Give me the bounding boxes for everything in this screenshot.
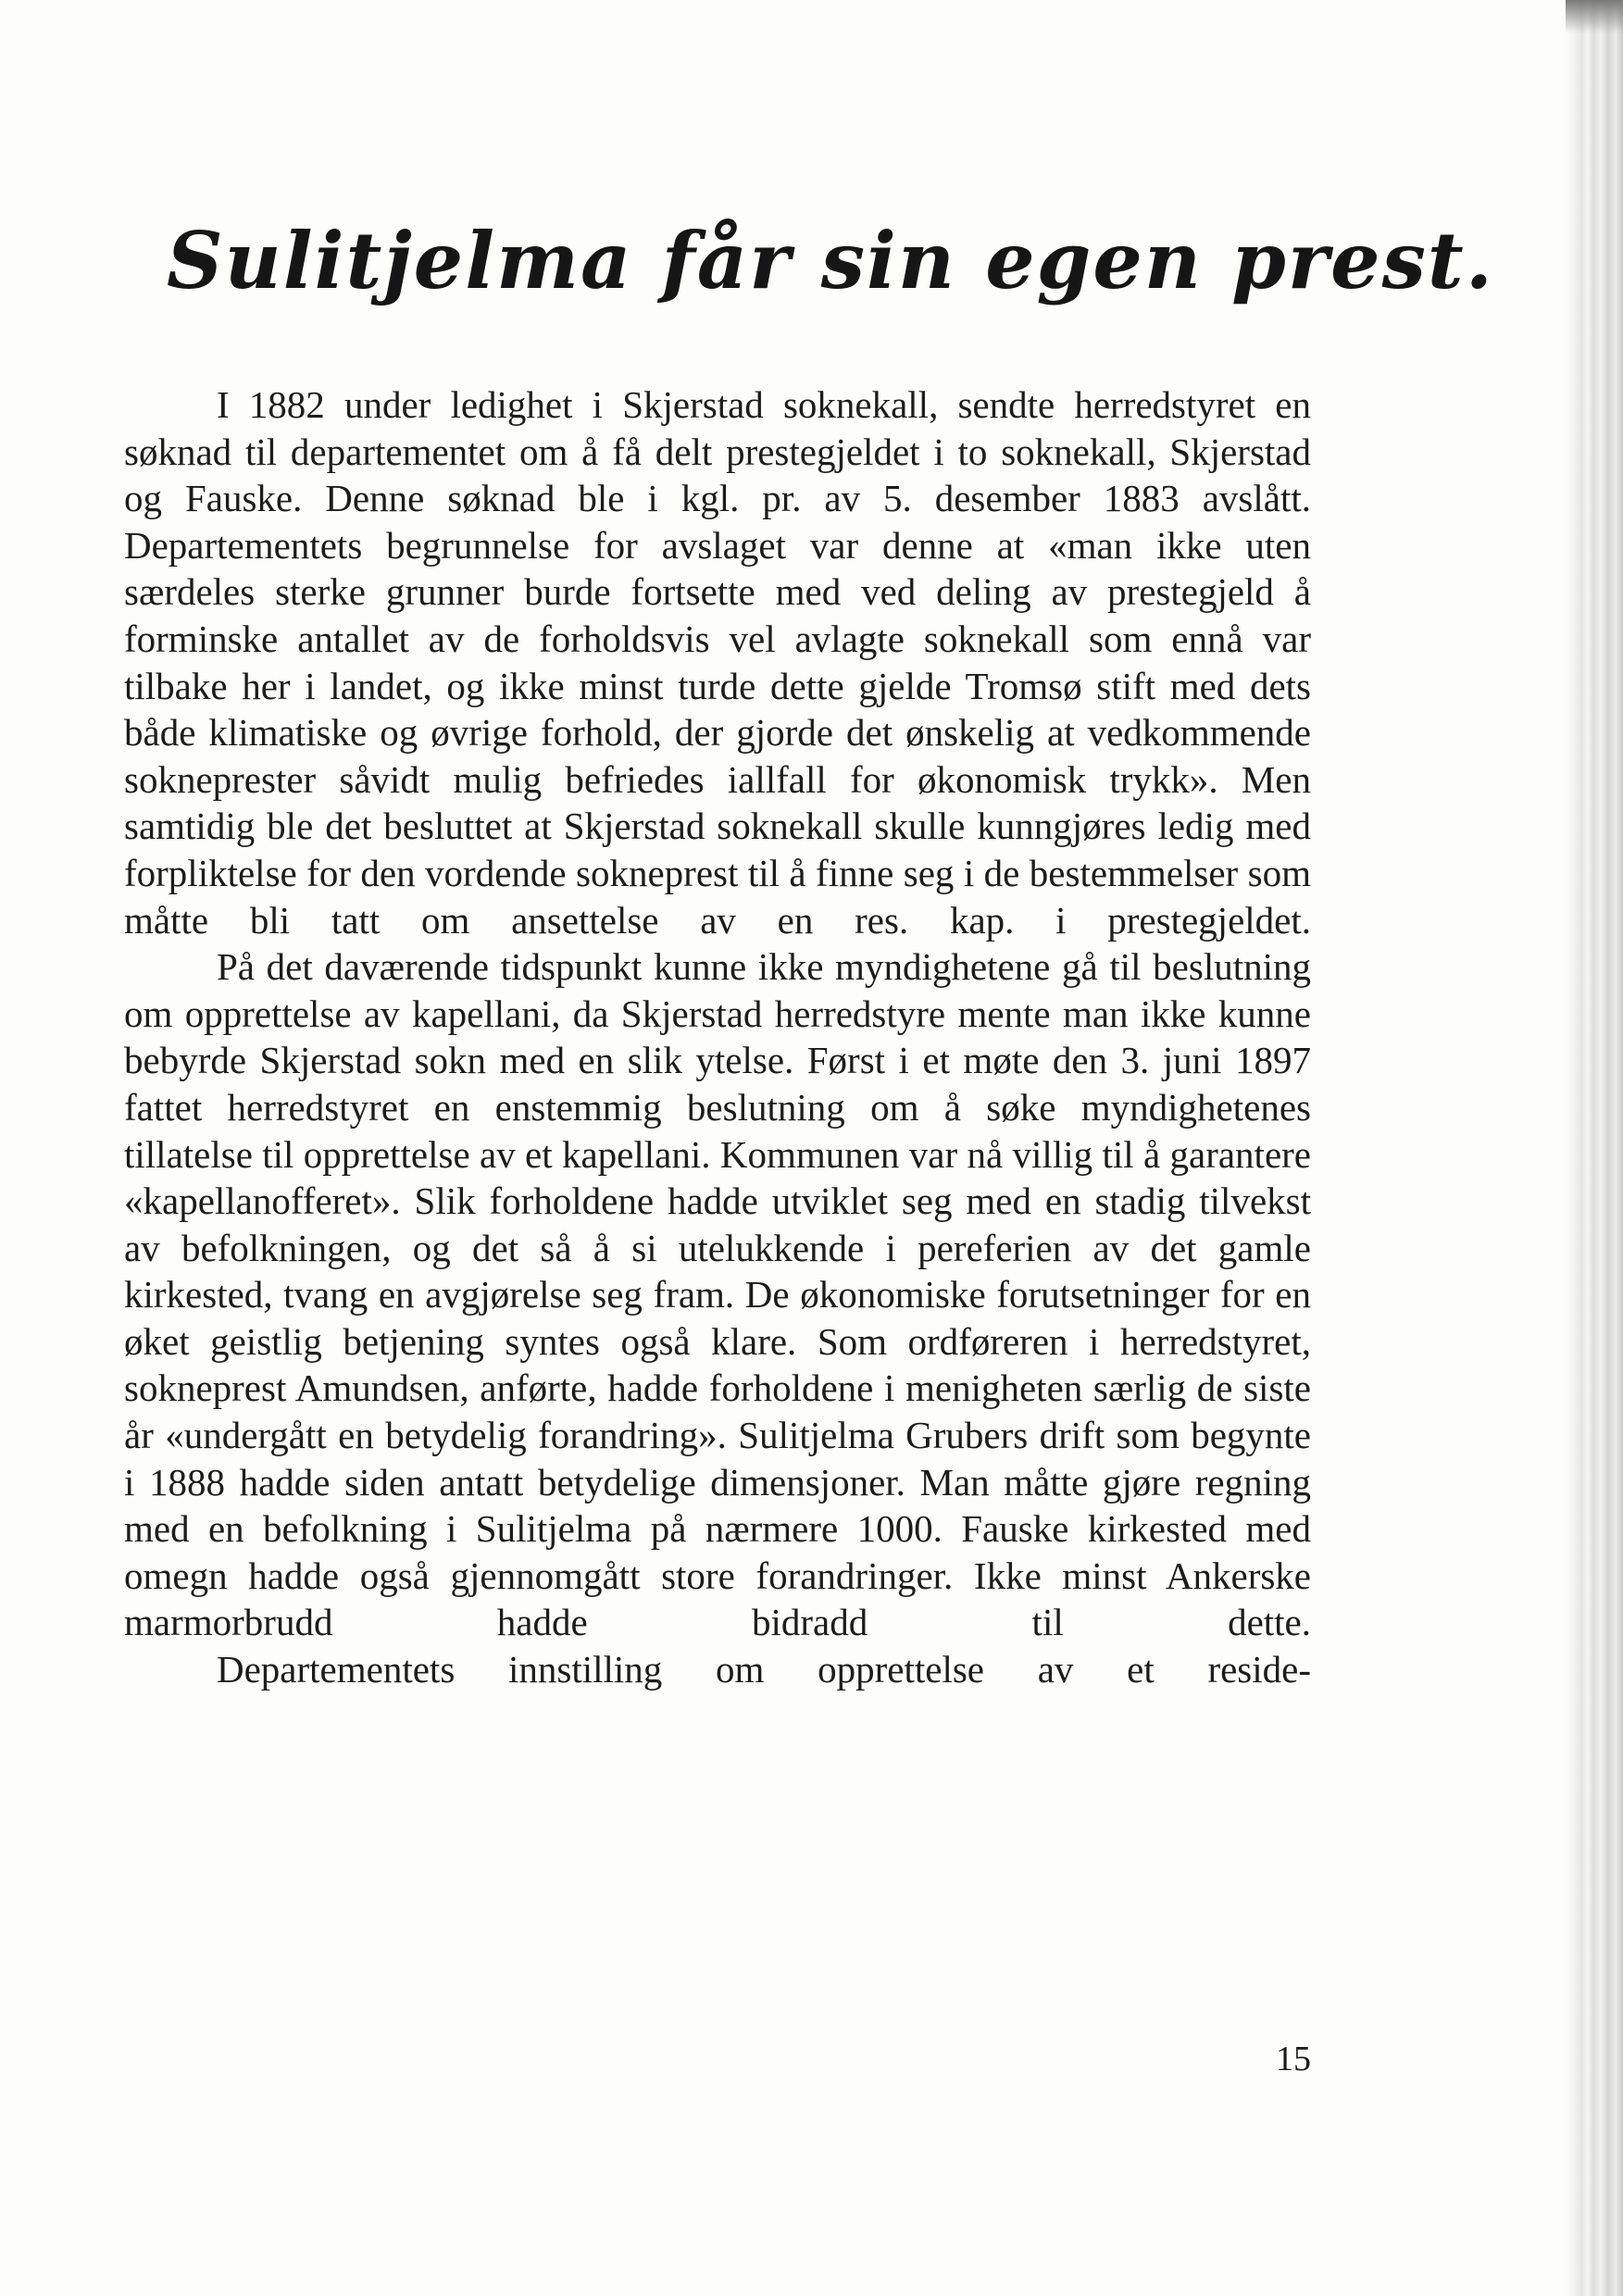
paragraph-3: Departementets innstilling om opprettelse av et reside- (217, 1648, 1311, 1691)
paragraph-1: I 1882 under ledighet i Skjerstad soknekall, sendte herredstyret en søknad til departementet om å få delt prestegjeldet i to soknekall, Skjerstad og Fauske. Denne søknad ble i kgl. pr. av 5. desember 1883 avslått. Departementets begrunnelse for avslaget var denne at «man ikke uten særdeles sterke grunner burde fortsette med ved deling av prestegjeld å forminske antallet av de forholdsvis vel avlagte soknekall som ennå var tilbake her i landet, og ikke minst turde dette gjelde Tromsø stift med dets både klimatiske og øvrige forhold, der gjorde det ønskelig at vedkommende sokneprester såvidt mulig befriedes iallfall for økonomisk trykk». Men samtidig ble det besluttet at Skjerstad soknekall skulle kunngjøres ledig med forpliktelse for den vordende sokneprest til å finne seg i de bestemmelser som måtte bli tatt om ansettelse av en res. kap. i prestegjeldet. (124, 383, 1311, 942)
page-binding-edge (1566, 0, 1623, 2296)
page-number: 15 (1276, 2040, 1311, 2078)
page-binding-shadow (1566, 0, 1623, 33)
paragraph-2: På det daværende tidspunkt kunne ikke myndighetene gå til beslutning om opprettelse av kapellani, da Skjerstad herredstyre mente man ikke kunne bebyrde Skjerstad sokn med en slik ytelse. Først i et møte den 3. juni 1897 fattet herredstyret en enstemmig beslutning om å søke myndighetenes tillatelse til opprettelse av et kapellani. Kommunen var nå villig til å garantere «kapellanofferet». Slik forholdene hadde utviklet seg med en stadig tilvekst av befolkningen, og det så å si utelukkende i pereferien av det gamle kirkested, tvang en avgjørelse seg fram. De økonomiske forutsetninger for en øket geistlig betjening syntes også klare. Som ordføreren i herredstyret, sokneprest Amundsen, anførte, hadde forholdene i menigheten særlig de siste år «undergått en betydelig forandring». Sulitjelma Grubers drift som begynte i 1888 hadde siden antatt betydelige dimensjoner. Man måtte gjøre regning med en befolkning i Sulitjelma på nærmere 1000. Fauske kirkested med omegn hadde også gjennomgått store forandringer. Ikke minst Ankerske marmorbrudd hadde bidradd til dette. (124, 945, 1311, 1644)
body-text (124, 381, 1311, 1693)
chapter-title: Sulitjelma får sin egen prest. (167, 215, 1494, 306)
